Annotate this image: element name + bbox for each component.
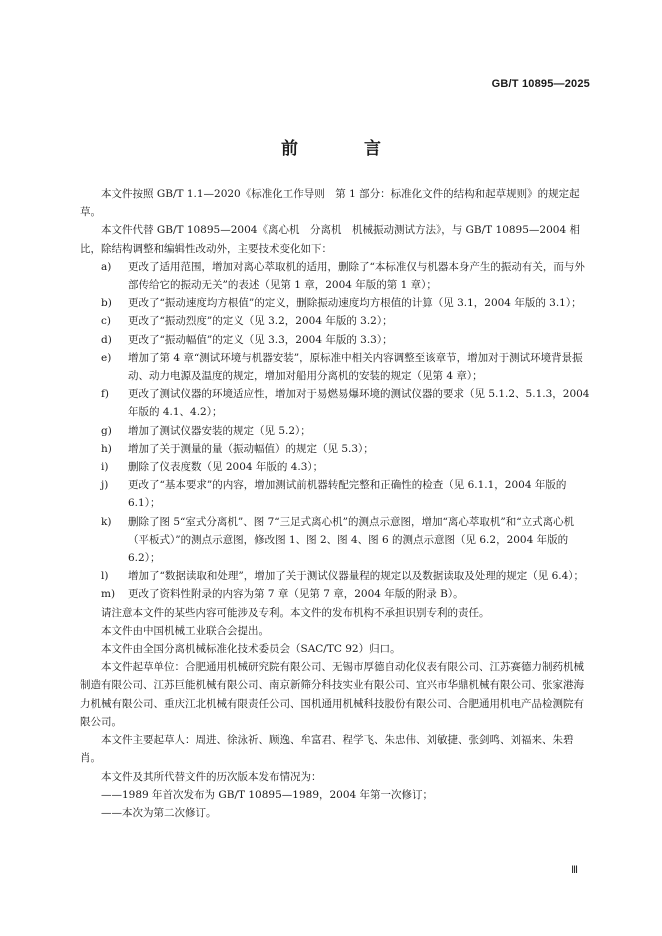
item-marker: e) xyxy=(101,351,112,364)
list-item xyxy=(80,585,592,603)
item-text: 删除了图 5“室式分离机”、图 7“三足式离心机”的测点示意图，增加“离心萃取机”和“立式离心机（平板式）”的测点示意图，修改图 1、图 2、图 4、图 6 的测点示意图（见 6.2，2004 年版的 6.2）； xyxy=(128,515,575,565)
item-marker: k) xyxy=(101,515,112,528)
list-item xyxy=(80,476,592,512)
technical-changes-list xyxy=(80,258,592,604)
item-marker: f) xyxy=(101,388,109,401)
list-item xyxy=(80,440,592,458)
list-item xyxy=(80,513,592,568)
item-marker: b) xyxy=(101,297,112,310)
drafters: 本文件主要起草人：周进、徐泳祈、顾逸、牟富君、程学飞、朱忠伟、刘敏捷、张剑鸣、刘福来、朱碧肖。 xyxy=(80,734,574,765)
item-text: 增加了关于测量的量（振动幅值）的规定（见 5.3）； xyxy=(128,442,374,455)
item-marker: m) xyxy=(101,588,116,601)
drafting-units: 本文件起草单位：合肥通用机械研究院有限公司、无锡市厚德自动化仪表有限公司、江苏赛德力制药机械制造有限公司、江苏巨能机械有限公司、南京新筛分科技实业有限公司、宜兴市华鼎机械有限公司、张家港海力机械有限公司、重庆江北机械有限责任公司、国机通用机械科技股份有限公司、合肥通用机电产品检测院有限公司。 xyxy=(80,661,584,728)
item-text: 增加了测试仪器安装的规定（见 5.2）； xyxy=(128,424,311,437)
item-text: 更改了“振动速度均方根值”的定义，删除振动速度均方根值的计算（见 3.1，2004 年版的 3.1）； xyxy=(128,297,582,310)
item-text: 更改了“振动幅值”的定义（见 3.3，2004 年版的 3.3）； xyxy=(128,333,393,346)
history-item: ——1989 年首次发布为 GB/T 10895—1989，2004 年第一次修订； xyxy=(101,788,434,801)
item-marker: g) xyxy=(101,424,112,437)
foreword-body xyxy=(80,185,592,822)
item-text: 更改了资料性附录的内容为第 7 章（见第 7 章，2004 年版的附录 B）。 xyxy=(128,588,464,601)
page-number: Ⅲ xyxy=(571,865,578,876)
standard-code: GB/T 10895—2025 xyxy=(491,78,590,90)
history-intro: 本文件及其所代替文件的历次版本发布情况为： xyxy=(101,770,322,783)
list-item xyxy=(80,385,592,421)
item-marker: i) xyxy=(101,461,109,474)
list-item xyxy=(80,567,592,585)
drafting-rule-paragraph: 本文件按照 GB/T 1.1—2020《标准化工作导则 第 1 部分：标准化文件的结构和起草规则》的规定起草。 xyxy=(80,188,580,219)
list-item xyxy=(80,258,592,294)
history-item: ——本次为第二次修订。 xyxy=(101,806,217,819)
item-text: 更改了测试仪器的环境适应性，增加对于易燃易爆环境的测试仪器的要求（见 5.1.2、5.1.3，2004 年版的 4.1、4.2）； xyxy=(128,388,590,419)
list-item xyxy=(80,422,592,440)
item-text: 更改了“基本要求”的内容，增加测试前机器转配完整和正确性的检查（见 6.1.1，2004 年版的 6.1）； xyxy=(128,479,567,510)
item-marker: c) xyxy=(101,315,111,328)
list-item xyxy=(80,349,592,385)
administrator-statement: 本文件由全国分离机械标准化技术委员会（SAC/TC 92）归口。 xyxy=(101,643,401,656)
item-marker: a) xyxy=(101,260,112,273)
item-marker: j) xyxy=(101,479,109,492)
item-marker: l) xyxy=(101,570,109,583)
page-title: 前 言 xyxy=(281,139,411,159)
list-item xyxy=(80,458,592,476)
item-marker: d) xyxy=(101,333,112,346)
replacement-paragraph: 本文件代替 GB/T 10895—2004《离心机 分离机 机械振动测试方法》，与 GB/T 10895—2004 相比，除结构调整和编辑性改动外，主要技术变化如下： xyxy=(80,224,580,255)
item-text: 增加了第 4 章“测试环境与机器安装”，原标准中相关内容调整至该章节，增加对于测试环境背景振动、动力电源及温度的规定，增加对船用分离机的安装的规定（见第 4 章）； xyxy=(128,351,583,383)
item-marker: h) xyxy=(101,442,112,455)
patent-notice: 请注意本文件的某些内容可能涉及专利。本文件的发布机构不承担识别专利的责任。 xyxy=(101,606,490,619)
item-text: 更改了“振动烈度”的定义（见 3.2，2004 年版的 3.2）； xyxy=(128,315,393,328)
item-text: 更改了适用范围，增加对离心萃取机的适用，删除了“本标准仅与机器本身产生的振动有关，而与外部传给它的振动无关”的表述（见第 1 章，2004 年版的第 1 章）； xyxy=(128,260,585,292)
item-text: 删除了仪表度数（见 2004 年版的 4.3）； xyxy=(128,461,324,474)
list-item xyxy=(80,331,592,349)
list-item xyxy=(80,312,592,330)
item-text: 增加了“数据读取和处理”，增加了关于测试仪器量程的规定以及数据读取及处理的规定（见 6.4）； xyxy=(128,570,585,583)
proposer-statement: 本文件由中国机械工业联合会提出。 xyxy=(101,624,269,637)
list-item xyxy=(80,294,592,312)
